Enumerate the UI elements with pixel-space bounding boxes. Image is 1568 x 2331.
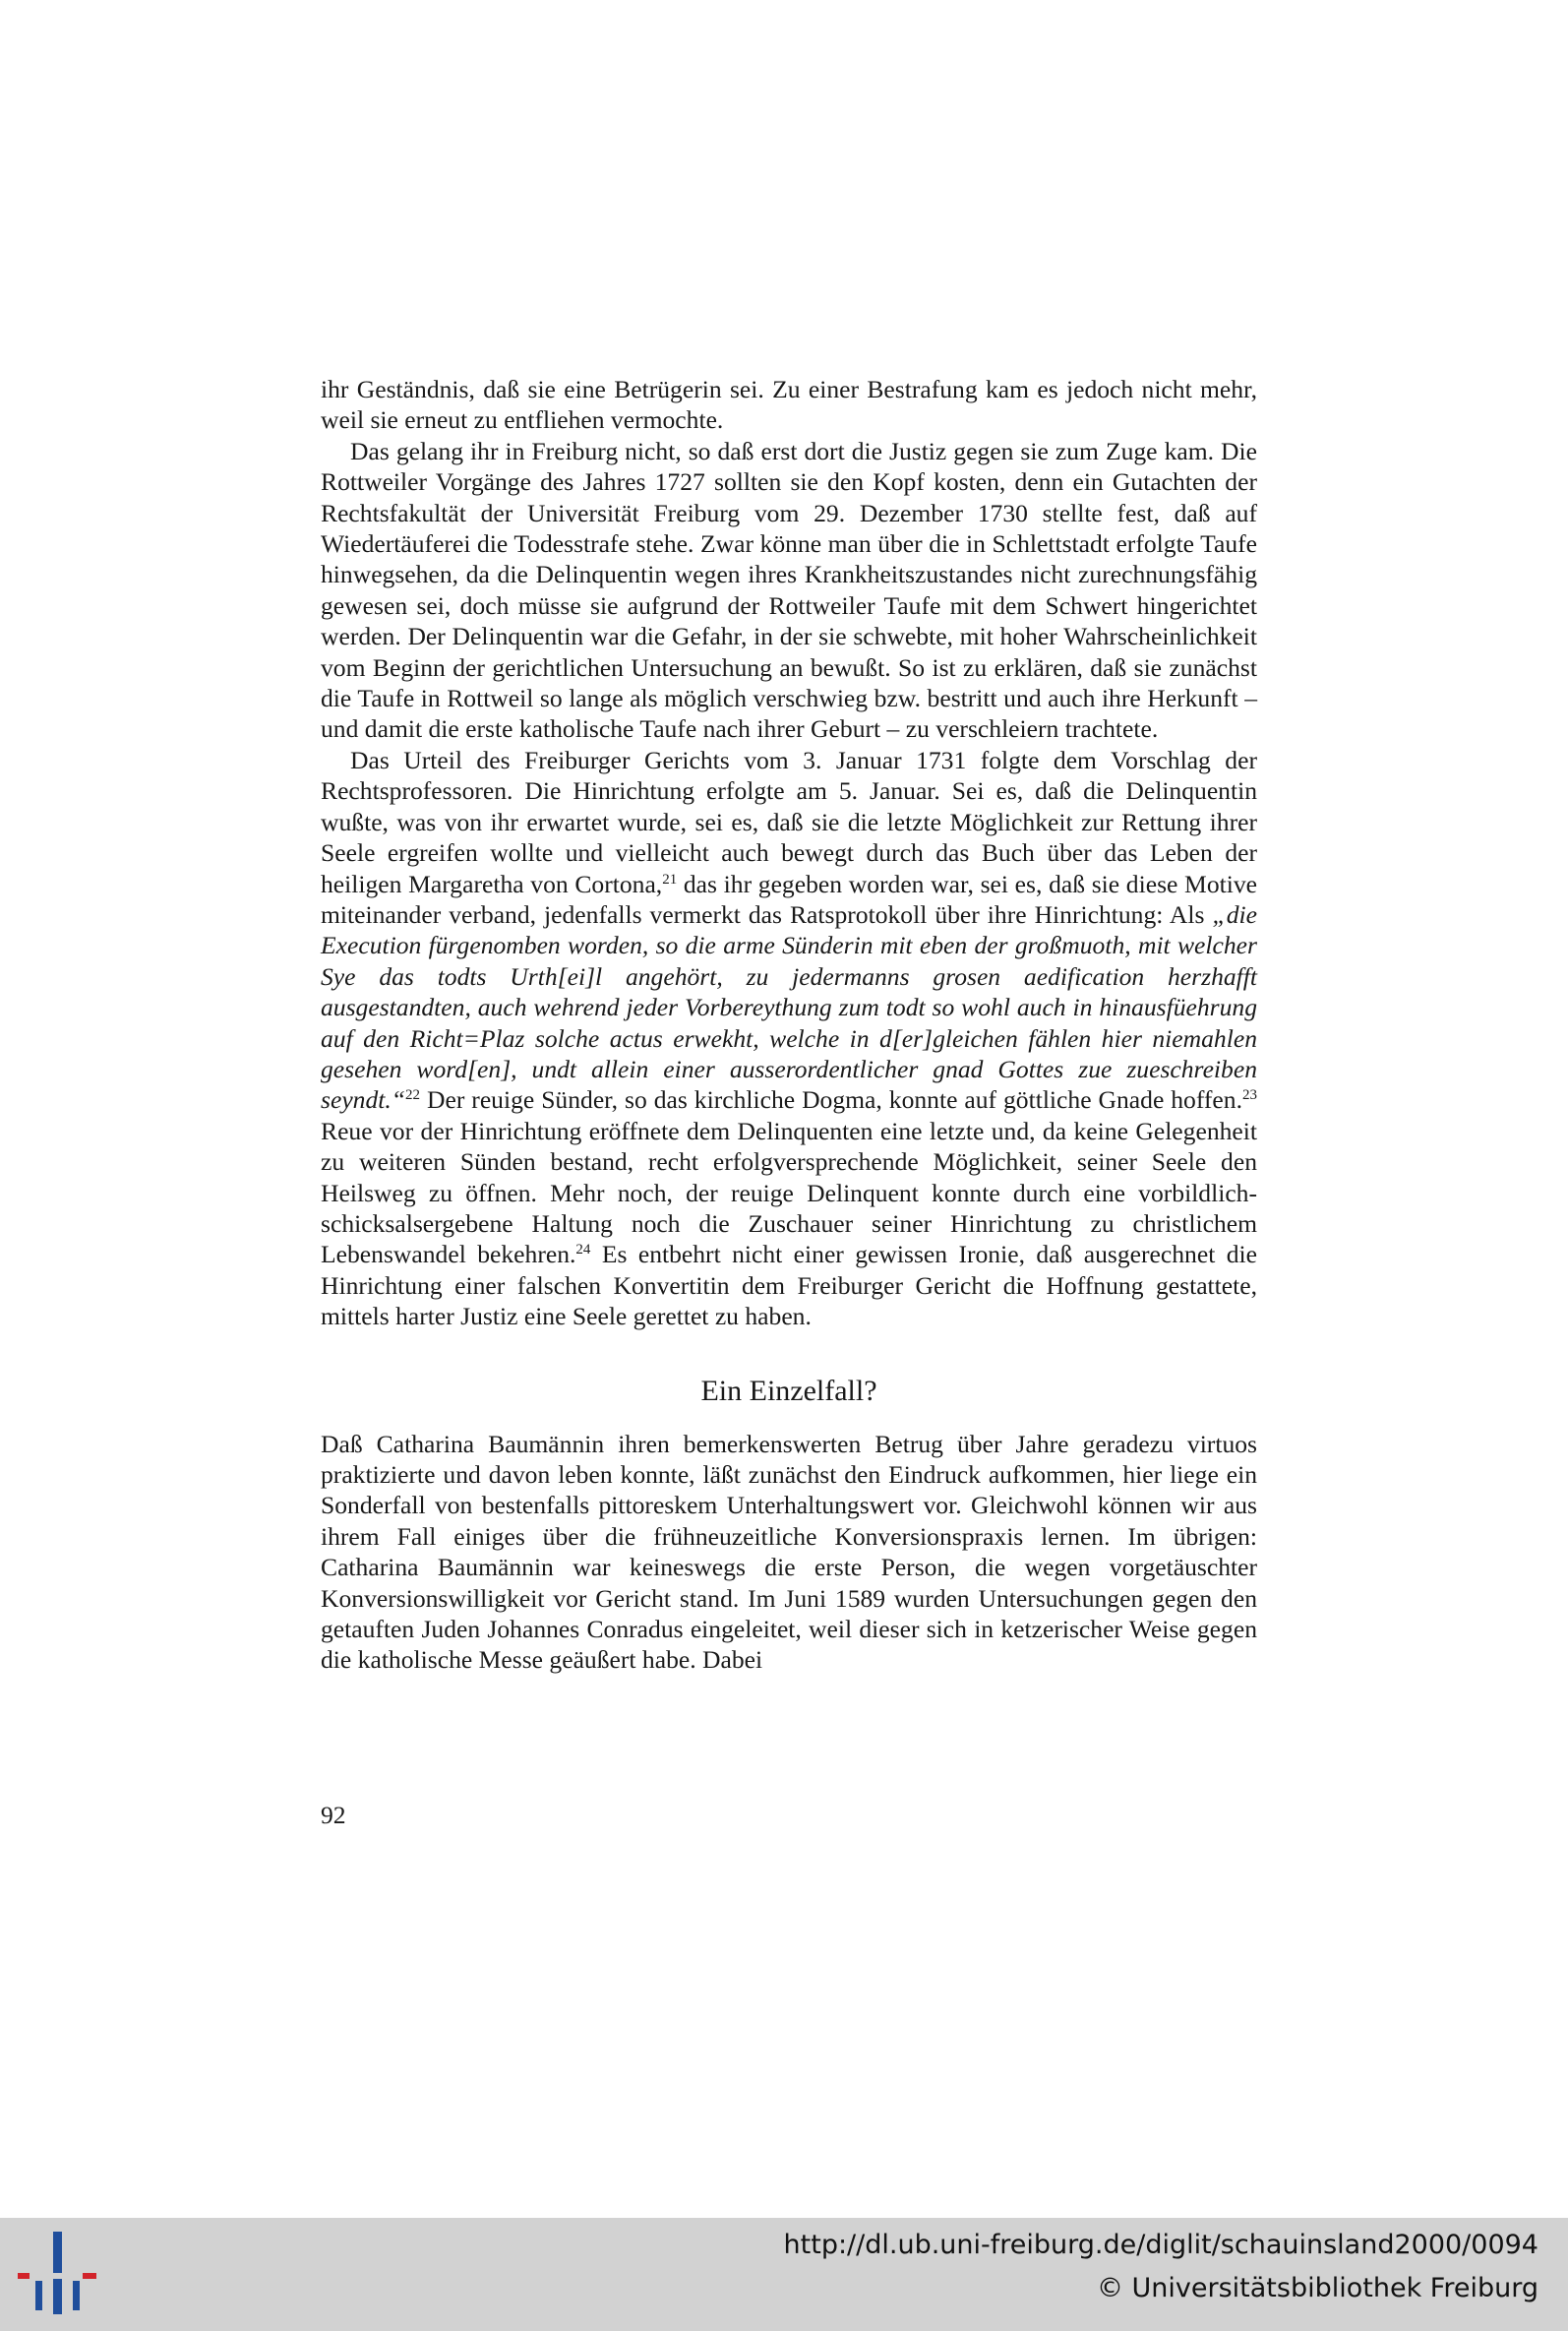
text-run: Reue vor der Hinrichtung eröffnete dem Delinquenten eine letzte und, da keine Gelegenheit zu weiteren Sünden bestand, recht erfolgversprechende Möglichkeit, seiner Seele den Heilsweg zu öffnen. Mehr noch, der reuige Delinquent konnte durch eine vorbildlich-schicksalsergebene Haltung noch die Zuschauer seiner Hinrichtung zu christlichem Lebenswandel bekehren. <box>321 1116 1257 1269</box>
footnote-marker: 23 <box>1242 1087 1257 1104</box>
footnote-marker: 22 <box>405 1087 421 1104</box>
page-body <box>321 374 1257 1676</box>
footer-url[interactable]: http://dl.ub.uni-freiburg.de/diglit/schauinsland2000/0094 <box>783 2230 1538 2260</box>
text-run: Das gelang ihr in Freiburg nicht, so daß erst dort die Justiz gegen sie zum Zuge kam. Die Rottweiler Vorgänge des Jahres 1727 sollten sie den Kopf kosten, denn ein Gutachten der Rechtsfakultät der Universität Freiburg vom 29. Dezember 1730 stellte fest, daß auf Wiedertäuferei die Todesstrafe stehe. Zwar könne man über die in Schlettstadt erfolgte Taufe hinwegsehen, da die Delinquentin wegen ihres Krankheitszustandes nicht zurechnungsfähig gewesen sei, doch müsse sie aufgrund der Rottweiler Taufe mit dem Schwert hingerichtet werden. Der Delinquentin war die Gefahr, in der sie schwebte, mit hoher Wahrscheinlichkeit vom Beginn der gerichtlichen Untersuchung an bewußt. So ist zu erklären, daß sie zunächst die Taufe in Rottweil so lange als möglich verschwieg bzw. bestritt und auch ihre Herkunft – und damit die erste katholische Taufe nach ihrer Geburt – zu verschleiern trachtete. <box>321 436 1257 744</box>
text-run: Daß Catharina Baumännin ihren bemerkenswerten Betrug über Jahre geradezu virtuos praktizierte und davon leben konnte, läßt zunächst den Eindruck aufkommen, hier liege ein Sonderfall von bestenfalls pittoreskem Unterhaltungswert vor. Gleichwohl können wir aus ihrem Fall einiges über die frühneuzeitliche Konversionspraxis lernen. Im übrigen: Catharina Baumännin war keineswegs die erste Person, die wegen vorgetäuschter Konversionswilligkeit vor Gericht stand. Im Juni 1589 wurden Untersuchungen gegen den getauften Juden Johannes Conradus eingeleitet, weil dieser sich in ketzerischer Weise gegen die katholische Messe geäußert habe. Dabei <box>321 1429 1257 1675</box>
footnote-marker: 24 <box>575 1242 591 1258</box>
quotation-italic: „die Execution fürgenomben worden, so die arme Sünderin mit eben der großmuoth, mit welcher Sye das todts Urth[ei]l angehört, zu jedermanns grosen aedification herzhafft ausgestandten, auch wehrend jeder Vorbereythung zum todt so wohl auch in hinausfüehrung auf den Richt=Plaz solche actus erwekht, welche in d[er]gleichen fählen hier niemahlen gesehen word[en], undt allein einer ausserordentlicher gnad Gottes zue zueschreiben seyndt.“ <box>321 899 1257 1115</box>
footer-copyright: © Universitätsbibliothek Freiburg <box>1096 2273 1538 2303</box>
paragraph <box>321 374 1257 436</box>
text-run: Das Urteil des Freiburger Gerichts vom 3. Januar 1731 folgte dem Vorschlag der Rechtsprofessoren. Die Hinrichtung erfolgte am 5. Januar. Sei es, daß die Delinquentin wußte, was von ihr erwartet wurde, sei es, daß sie die letzte Möglichkeit zur Rettung ihrer Seele ergreifen wollte und vielleicht auch bewegt durch das Buch über das Leben der heiligen Margaretha von Cortona, <box>321 745 1257 898</box>
section-heading: Ein Einzelfall? <box>700 1374 877 1407</box>
page-number: 92 <box>321 1801 346 1829</box>
text-run: ihr Geständnis, daß sie eine Betrügerin sei. Zu einer Bestrafung kam es jedoch nicht mehr, weil sie erneut zu entfliehen vermochte. <box>321 375 1257 435</box>
text-run: Es entbehrt nicht einer gewissen Ironie, daß ausgerechnet die Hinrichtung einer falschen Konvertitin dem Freiburger Gericht die Hoffnung gestattete, mittels harter Justiz eine Seele gerettet zu haben. <box>321 1240 1258 1331</box>
paragraphs-before-heading <box>321 374 1257 1332</box>
ub-freiburg-logo-icon <box>18 2232 98 2314</box>
paragraphs-after-heading <box>321 1429 1257 1676</box>
paragraph <box>321 1429 1257 1676</box>
paragraph <box>321 436 1257 745</box>
text-run: das ihr gegeben worden war, sei es, daß sie diese Motive miteinander verband, jedenfalls vermerkt das Ratsprotokoll über ihre Hinrichtung: Als <box>321 869 1257 929</box>
paragraph <box>321 745 1257 1332</box>
footnote-marker: 21 <box>662 871 678 888</box>
text-run: Der reuige Sünder, so das kirchliche Dogma, konnte auf göttliche Gnade hoffen. <box>420 1085 1242 1115</box>
